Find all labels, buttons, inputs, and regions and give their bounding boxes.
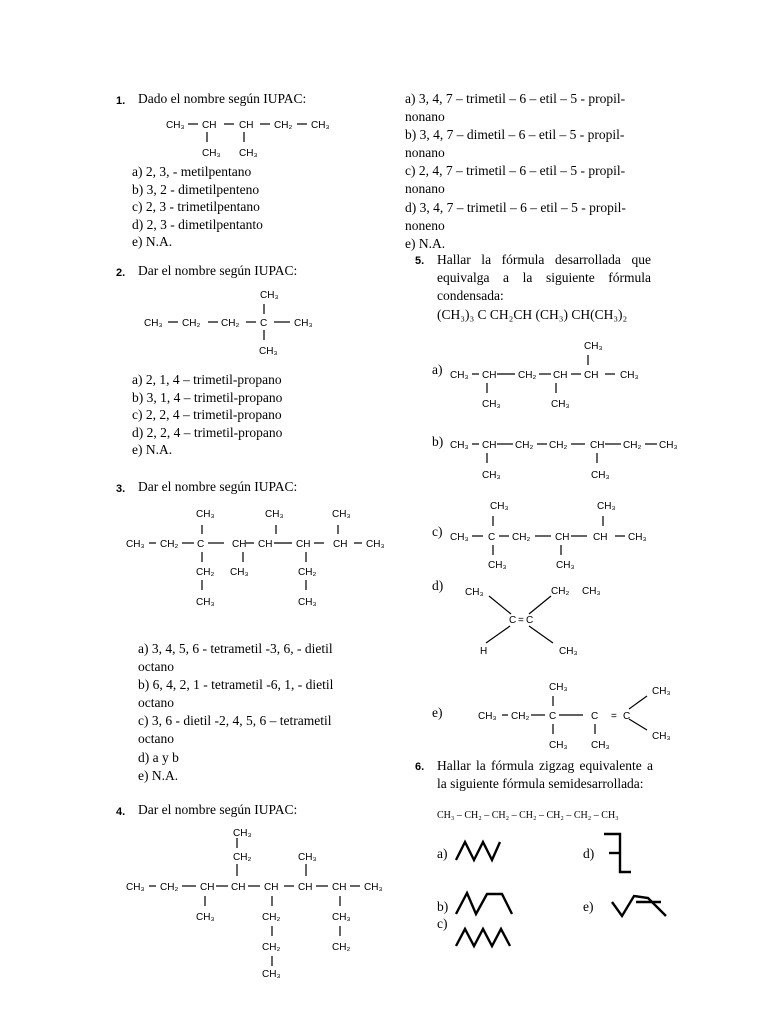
q5d-c-left: C <box>509 615 517 626</box>
q4-option-b-cont: nonano <box>405 145 445 161</box>
q4-option-d-cont: noneno <box>405 217 445 233</box>
q5d-ch3-top-right: CH₃ <box>582 586 601 597</box>
q4-bottom-1: CH₃ <box>196 912 215 923</box>
q5c-main-4: CH <box>555 532 570 543</box>
q1-option-c: c) 2, 3 - trimetilpentano <box>132 199 260 215</box>
q6-label-d: d) <box>583 846 595 861</box>
q2-option-a: a) 2, 1, 4 – trimetil-propano <box>132 372 282 387</box>
q3-option-c: c) 3, 6 - dietil -2, 4, 5, 6 – tetrametil <box>138 713 332 729</box>
q4-main-4: CH <box>231 882 246 893</box>
q5e-double-bond: = <box>611 711 617 722</box>
q3-main-8: CH₃ <box>366 539 385 550</box>
q3-top-3: CH₃ <box>332 509 351 520</box>
q2-option-d: d) 2, 2, 4 – trimetil-propano <box>132 424 283 440</box>
q1-main-3: CH <box>239 120 254 131</box>
q5e-right-1: CH₃ <box>652 686 671 697</box>
q4-option-c: c) 2, 4, 7 – trimetil – 6 – etil – 5 - propil- <box>405 163 626 179</box>
q3-main-6: CH <box>296 539 311 550</box>
q4-option-e: e) N.A. <box>405 235 446 251</box>
q5c-top-1: CH₃ <box>490 501 509 512</box>
q5-option-d-formula <box>455 580 625 660</box>
question-4-structural-formula <box>120 822 390 982</box>
q5-option-c-formula <box>445 494 685 574</box>
q1-option-b: b) 3, 2 - dimetilpenteno <box>132 181 260 197</box>
q5c-main-6: CH₃ <box>628 532 647 543</box>
q2-main-2: CH₂ <box>182 318 201 329</box>
q4-main-5: CH <box>264 882 279 893</box>
q5e-main-6: C <box>623 711 631 722</box>
q4-option-d: d) 3, 4, 7 – trimetil – 6 – etil – 5 - propil- <box>405 199 626 215</box>
q4-option-a-cont: nonano <box>405 109 445 125</box>
q5e-bottom-1: CH₃ <box>549 740 568 751</box>
q4-bottom-4: CH₃ <box>332 912 351 923</box>
q2-top: CH₃ <box>260 290 279 301</box>
q5d-c-right: C <box>526 615 534 626</box>
q3-option-a-cont: octano <box>138 659 174 675</box>
q5b-main-7: CH₃ <box>659 440 678 451</box>
q4-top-2: CH₂ <box>233 852 252 863</box>
q5a-main-5: CH <box>584 370 599 381</box>
q5-label-b: b) <box>432 434 444 449</box>
question-5-prompt: Hallar la fórmula desarrollada que equivalga a la siguiente fórmula condensada: <box>437 252 651 304</box>
q5b-bottom-1: CH₃ <box>482 470 501 481</box>
q6-option-b-zigzag-icon <box>452 888 517 920</box>
q5b-main-2: CH <box>482 440 497 451</box>
q5c-main-5: CH <box>593 532 608 543</box>
question-2-options <box>132 371 282 459</box>
q5-option-a-formula <box>445 335 685 415</box>
q5a-main-3: CH₂ <box>518 370 537 381</box>
q5c-main-3: CH₂ <box>512 532 531 543</box>
q5e-main-4: C <box>591 711 599 722</box>
q4-bottom-6: CH₃ <box>262 969 281 980</box>
q2-main-3: CH₂ <box>221 318 240 329</box>
q1-branch-2: CH₃ <box>239 148 258 159</box>
q6-option-c-zigzag-icon <box>452 924 517 954</box>
q6-option-d-zigzag-icon <box>600 828 640 878</box>
question-2-number: 2. <box>116 267 126 279</box>
q5-label-c: c) <box>432 524 443 539</box>
q5a-main-4: CH <box>553 370 568 381</box>
q2-bottom: CH₃ <box>259 346 278 357</box>
q5c-main-1: CH₃ <box>450 532 469 543</box>
q2-main-1: CH₃ <box>144 318 163 329</box>
q3-main-7: CH <box>333 539 348 550</box>
q5e-main-2: CH₂ <box>511 711 530 722</box>
q1-branch-1: CH₃ <box>202 148 221 159</box>
q4-top-3: CH₃ <box>298 852 317 863</box>
q5e-top: CH₃ <box>549 682 568 693</box>
q1-main-1: CH₃ <box>166 120 185 131</box>
q6-label-b: b) <box>437 899 449 914</box>
q5c-bottom-2: CH₃ <box>556 560 575 571</box>
question-1-prompt: Dado el nombre según IUPAC: <box>138 91 307 106</box>
question-3-options <box>138 640 333 785</box>
question-1-structural-formula <box>160 112 380 162</box>
question-4-number: 4. <box>116 806 126 818</box>
q3-main-2: CH₂ <box>160 539 179 550</box>
q1-option-a: a) 2, 3, - metilpentano <box>132 164 252 179</box>
q5c-bottom-1: CH₃ <box>488 560 507 571</box>
q5b-bottom-2: CH₃ <box>591 470 610 481</box>
q4-bottom-3: CH₂ <box>262 942 281 953</box>
q4-main-8: CH₃ <box>364 882 383 893</box>
q5d-ch3-bottom: CH₃ <box>559 646 578 657</box>
q5-label-a: a) <box>432 362 443 377</box>
question-4-prompt: Dar el nombre según IUPAC: <box>138 802 298 817</box>
q1-main-2: CH <box>202 120 217 131</box>
question-3-number: 3. <box>116 483 126 495</box>
q3-bottom-1: CH₂ <box>196 567 215 578</box>
q6-label-e: e) <box>583 899 594 914</box>
q2-option-e: e) N.A. <box>132 442 173 458</box>
q4-bottom-2: CH₂ <box>262 912 281 923</box>
q2-option-b: b) 3, 1, 4 – trimetil-propano <box>132 389 283 405</box>
q1-option-e: e) N.A. <box>132 234 173 250</box>
question-6-formula: CH₃ – CH₂ – CH₂ – CH₂ – CH₂ – CH₂ – CH₃ <box>437 810 619 821</box>
q5c-main-2: C <box>488 532 496 543</box>
q5d-ch3-top-left: CH₃ <box>465 587 484 598</box>
q5d-double-bond: = <box>518 615 524 626</box>
q3-option-e: e) N.A. <box>138 767 179 783</box>
question-6-prompt: Hallar la fórmula zigzag equivalente a la siguiente fórmula semidesarrollada: <box>437 758 653 792</box>
q1-option-d: d) 2, 3 - dimetilpentanto <box>132 216 263 232</box>
q5b-main-5: CH <box>590 440 605 451</box>
q4-main-7: CH <box>332 882 347 893</box>
q5e-right-2: CH₃ <box>652 731 671 742</box>
q6-option-a-zigzag-icon <box>452 838 507 868</box>
question-3-prompt: Dar el nombre según IUPAC: <box>138 479 298 494</box>
question-2-prompt: Dar el nombre según IUPAC: <box>138 263 298 278</box>
q4-option-b: b) 3, 4, 7 – dimetil – 6 – etil – 5 - propil- <box>405 127 625 143</box>
q5-option-e-formula <box>475 676 685 756</box>
q2-option-c: c) 2, 2, 4 – trimetil-propano <box>132 407 282 423</box>
q3-option-c-cont: octano <box>138 731 174 747</box>
q3-top-2: CH₃ <box>265 509 284 520</box>
q3-main-1: CH₃ <box>126 539 145 550</box>
q4-top-1: CH₃ <box>233 828 252 839</box>
q5a-top: CH₃ <box>584 341 603 352</box>
question-6-number: 6. <box>415 761 425 773</box>
q3-main-5: CH <box>258 539 273 550</box>
q5a-main-2: CH <box>482 370 497 381</box>
q5a-bottom-2: CH₃ <box>551 399 570 410</box>
question-4-options <box>405 90 626 253</box>
q5a-bottom-1: CH₃ <box>482 399 501 410</box>
q6-label-a: a) <box>437 846 448 861</box>
q3-option-d: d) a y b <box>138 749 179 765</box>
q3-option-b-cont: octano <box>138 695 174 711</box>
q3-main-4: CH <box>232 539 247 550</box>
q3-bottom-3: CH₂ <box>298 567 317 578</box>
q3-top-1: CH₃ <box>196 509 215 520</box>
q4-main-6: CH <box>298 882 313 893</box>
q4-main-2: CH₂ <box>160 882 179 893</box>
q4-option-a: a) 3, 4, 7 – trimetil – 6 – etil – 5 - propil- <box>405 91 626 106</box>
q5b-main-1: CH₃ <box>450 440 469 451</box>
q3-bottom-2: CH₃ <box>230 567 249 578</box>
q6-label-c: c) <box>437 916 448 931</box>
q5d-h: H <box>480 646 488 657</box>
q5b-main-6: CH₂ <box>623 440 642 451</box>
q3-bottom-4: CH₃ <box>196 597 215 608</box>
q5b-main-3: CH₂ <box>515 440 534 451</box>
q3-bottom-5: CH₃ <box>298 597 317 608</box>
question-3-structural-formula <box>120 500 390 615</box>
q5a-main-1: CH₃ <box>450 370 469 381</box>
q5e-bottom-2: CH₃ <box>591 740 610 751</box>
q1-main-4: CH₂ <box>274 120 293 131</box>
question-2-structural-formula <box>140 284 360 364</box>
q4-bottom-5: CH₂ <box>332 942 351 953</box>
q5-option-b-formula <box>445 430 690 485</box>
q3-option-a: a) 3, 4, 5, 6 - tetrametil -3, 6, - dietil <box>138 641 333 656</box>
q3-option-b: b) 6, 4, 2, 1 - tetrametil -6, 1, - dietil <box>138 677 334 693</box>
q2-main-5: CH₃ <box>294 318 313 329</box>
question-5-number: 5. <box>415 255 425 267</box>
q5-label-d: d) <box>432 578 444 593</box>
q4-option-c-cont: nonano <box>405 181 445 197</box>
q5c-top-2: CH₃ <box>597 501 616 512</box>
question-5-condensed-formula: (CH₃)₃ C CH₂CH (CH₃) CH(CH₃)₂ <box>437 307 628 322</box>
question-1-options <box>132 163 263 251</box>
q5-label-e: e) <box>432 705 443 720</box>
q5e-main-3: C <box>549 711 557 722</box>
q5a-main-6: CH₃ <box>620 370 639 381</box>
q4-main-3: CH <box>200 882 215 893</box>
q2-main-4: C <box>260 318 268 329</box>
q5d-ch2: CH₂ <box>551 586 570 597</box>
q1-main-5: CH₃ <box>311 120 330 131</box>
q5b-main-4: CH₂ <box>549 440 568 451</box>
q5e-main-1: CH₃ <box>478 711 497 722</box>
question-1-number: 1. <box>116 95 126 107</box>
q6-option-e-zigzag-icon <box>608 890 673 922</box>
q3-main-3: C <box>197 539 205 550</box>
q4-main-1: CH₃ <box>126 882 145 893</box>
